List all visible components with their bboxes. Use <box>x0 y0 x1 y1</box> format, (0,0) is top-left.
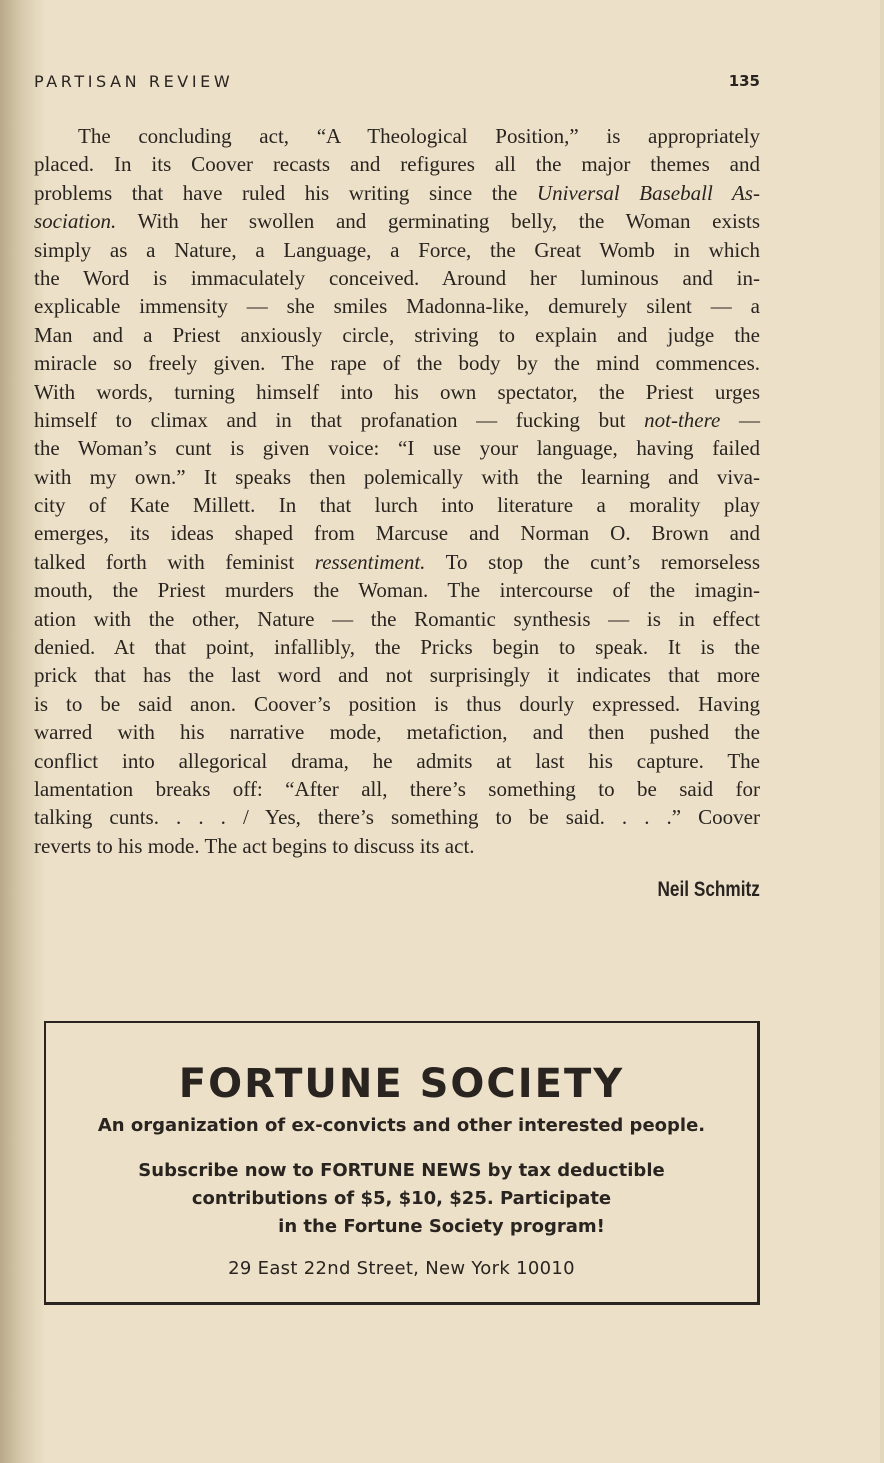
article-line <box>34 463 760 491</box>
ad-subscribe-line-1: Subscribe now to FORTUNE NEWS by tax deductible <box>138 1160 665 1181</box>
article-line <box>34 718 760 746</box>
text-segment: talked forth with feminist <box>34 549 315 574</box>
ad-tagline: An organization of ex-convicts and other interested people. <box>97 1115 706 1136</box>
article-line <box>34 775 760 803</box>
article-line <box>34 292 760 320</box>
article-line <box>34 690 760 718</box>
text-segment: ation with the other, Nature — the Romantic synthesis — is in effect <box>34 606 760 631</box>
text-segment: denied. At that point, infallibly, the Pricks begin to speak. It is the <box>34 635 760 660</box>
article-line <box>34 349 760 377</box>
text-segment: talking cunts. . . . / Yes, there’s something to be said. . . .” Coover <box>34 805 760 830</box>
article-body <box>34 122 760 860</box>
text-segment: with my own.” It speaks then polemically with the learning and viva- <box>34 464 760 489</box>
page-edge <box>880 0 884 1463</box>
italic-text: ressentiment. <box>314 549 426 574</box>
article-line <box>34 434 760 462</box>
text-segment: Man and a Priest anxiously circle, striving to explain and judge the <box>34 322 760 347</box>
article-line <box>34 605 760 633</box>
author-signature: Neil Schmitz <box>657 878 760 901</box>
article-line <box>34 122 760 150</box>
article-line <box>34 633 760 661</box>
text-segment: lamentation breaks off: “After all, there’s something to be said for <box>34 776 760 801</box>
text-segment: With her swollen and germinating belly, the Woman exists <box>116 209 760 234</box>
text-segment: is to be said anon. Coover’s position is thus dourly expressed. Having <box>34 691 760 716</box>
text-segment: reverts to his mode. The act begins to discuss its act. <box>34 833 475 858</box>
italic-text: not-there <box>644 407 721 432</box>
ad-subscribe-line-3: in the Fortune Society program! <box>278 1216 605 1237</box>
article-line <box>34 519 760 547</box>
text-segment: With words, turning himself into his own spectator, the Priest urges <box>34 379 760 404</box>
text-segment: city of Kate Millett. In that lurch into literature a morality play <box>34 493 760 518</box>
ad-title: FORTUNE SOCIETY <box>178 1061 625 1107</box>
text-segment: the Woman’s cunt is given voice: “I use your language, having failed <box>34 436 760 461</box>
text-segment: simply as a Nature, a Language, a Force, the Great Womb in which <box>34 237 760 262</box>
text-segment: — <box>720 407 760 432</box>
article-line <box>34 491 760 519</box>
article-line <box>34 150 760 178</box>
article-line <box>34 179 760 207</box>
italic-text: sociation. <box>34 209 117 234</box>
italic-text: Universal Baseball As- <box>536 180 760 205</box>
article-line <box>34 378 760 406</box>
text-segment: placed. In its Coover recasts and refigures all the major themes and <box>34 152 760 177</box>
text-segment: himself to climax and in that profanation — fucking but <box>34 407 645 432</box>
article-line <box>34 406 760 434</box>
article-line <box>34 264 760 292</box>
article-line <box>34 548 760 576</box>
fortune-society-advertisement <box>44 1021 760 1305</box>
text-segment: warred with his narrative mode, metafiction, and then pushed the <box>34 720 760 745</box>
article-line <box>34 207 760 235</box>
article-line <box>34 321 760 349</box>
text-segment: To stop the cunt’s remorseless <box>425 549 760 574</box>
text-segment: problems that have ruled his writing since the <box>34 180 537 205</box>
article-line <box>34 236 760 264</box>
ad-address: 29 East 22nd Street, New York 10010 <box>228 1258 575 1279</box>
text-segment: mouth, the Priest murders the Woman. The intercourse of the imagin- <box>34 578 760 603</box>
article-line <box>34 747 760 775</box>
text-segment: conflict into allegorical drama, he admits at last his capture. The <box>34 748 760 773</box>
page-number: 135 <box>728 72 760 90</box>
text-segment: the Word is immaculately conceived. Around her luminous and in- <box>34 265 760 290</box>
text-segment: The concluding act, “A Theological Position,” is appropriately <box>78 124 760 148</box>
article-line <box>34 661 760 689</box>
article-line <box>34 803 760 831</box>
running-header <box>34 72 760 98</box>
ad-subscribe-line-2: contributions of $5, $10, $25. Participate <box>191 1188 612 1209</box>
article-line <box>34 832 760 860</box>
journal-title: PARTISAN REVIEW <box>34 72 234 91</box>
text-segment: prick that has the last word and not surprisingly it indicates that more <box>34 663 760 688</box>
text-segment: emerges, its ideas shaped from Marcuse and Norman O. Brown and <box>34 521 760 546</box>
text-segment: explicable immensity — she smiles Madonna-like, demurely silent — a <box>34 294 760 319</box>
text-segment: miracle so freely given. The rape of the body by the mind commences. <box>34 351 760 376</box>
article-line <box>34 576 760 604</box>
